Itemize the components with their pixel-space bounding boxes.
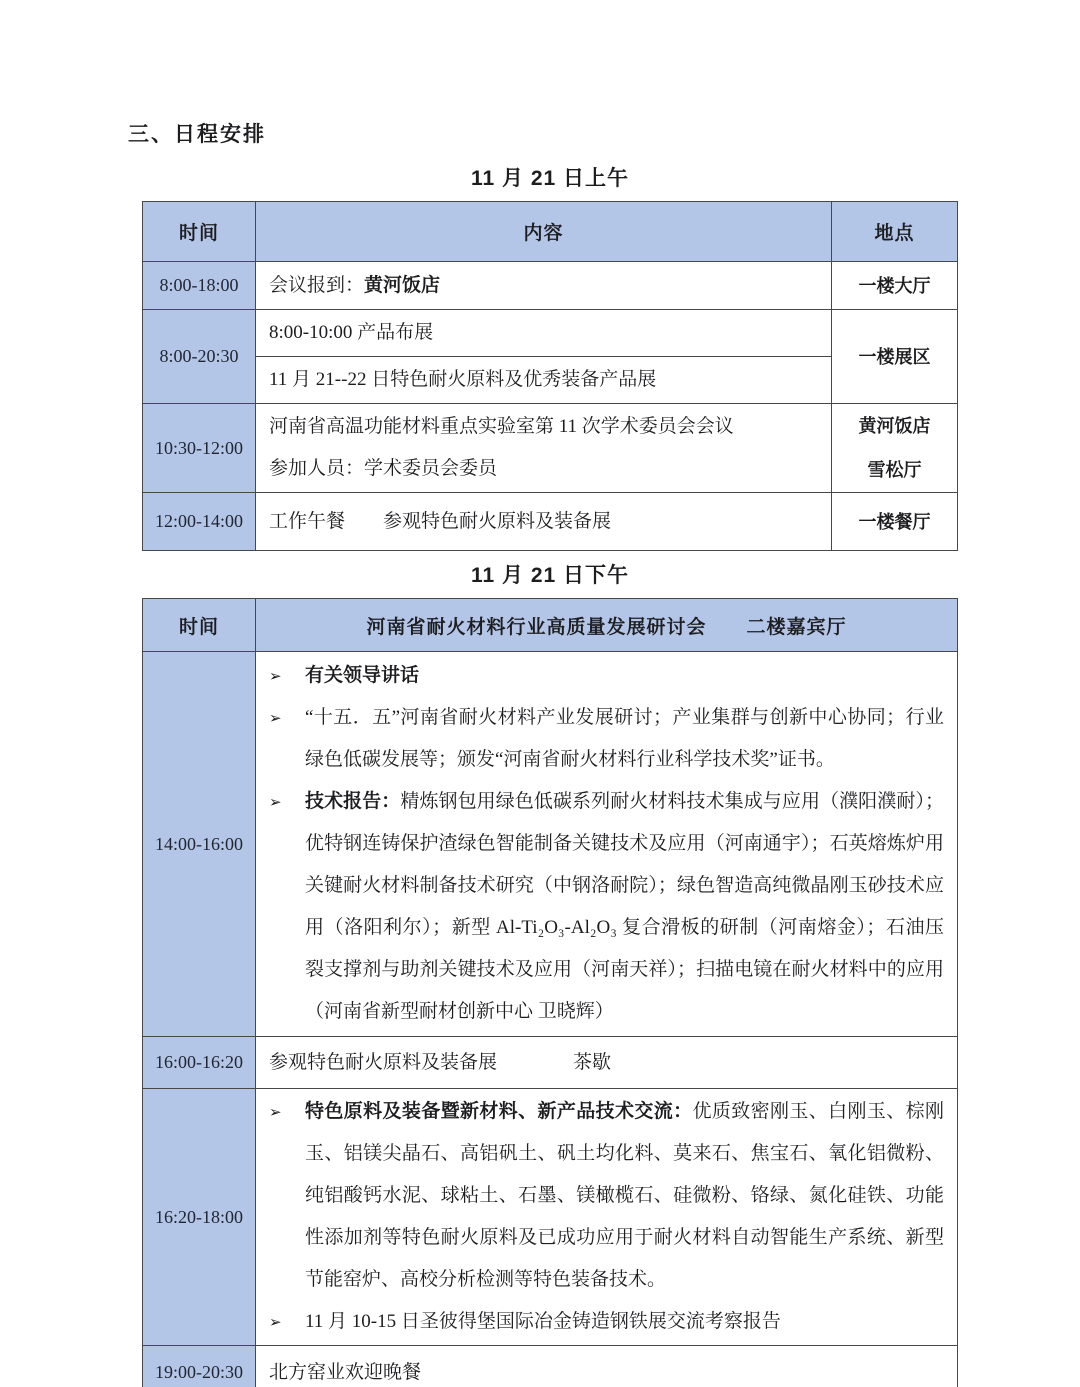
content-cell: 北方窑业欢迎晚餐 [256, 1346, 958, 1387]
bullet-text: 有关领导讲话 [305, 665, 420, 686]
content-cell: 参观特色耐火原料及装备展 茶歇 [256, 1037, 958, 1089]
arrow-bullet-icon: ➢ [269, 793, 282, 811]
afternoon-section [142, 559, 958, 1387]
col-header-time: 时间 [143, 599, 256, 652]
bullet-text: 11 月 10-15 日圣彼得堡国际冶金铸造钢铁展交流考察报告 [305, 1311, 781, 1332]
content-cell [256, 262, 832, 310]
content-cell: 11 月 21--22 日特色耐火原料及优秀装备产品展 [256, 357, 832, 404]
time-cell: 16:00-16:20 [143, 1037, 256, 1089]
page-content [128, 118, 960, 1387]
table-row [143, 1346, 958, 1387]
location-line: 黄河饭店 [858, 416, 931, 436]
table-row [143, 262, 958, 310]
morning-table-title: 11 月 21 日上午 [470, 167, 630, 190]
table-row [143, 310, 958, 357]
content-cell: 工作午餐 参观特色耐火原料及装备展 [256, 493, 832, 551]
morning-header-row [143, 202, 958, 262]
morning-schedule-table [142, 201, 958, 551]
content-line: 参加人员：学术委员会委员 [269, 458, 498, 479]
table-row [143, 1037, 958, 1089]
bullet-item [269, 697, 944, 781]
time-cell: 8:00-20:30 [143, 310, 256, 404]
content-cell [256, 652, 958, 1037]
morning-section [142, 162, 958, 551]
table-row [143, 404, 958, 493]
section-heading: 三、日程安排 [128, 123, 266, 146]
location-cell: 一楼大厅 [832, 262, 958, 310]
col-header-location: 地点 [832, 202, 958, 262]
arrow-bullet-icon: ➢ [269, 709, 282, 727]
bullet-item [269, 1301, 944, 1343]
arrow-bullet-icon: ➢ [269, 1103, 282, 1121]
bullet-item [269, 655, 944, 697]
afternoon-schedule-table [142, 598, 958, 1387]
location-line: 雪松厅 [867, 460, 922, 480]
location-cell [832, 404, 958, 493]
table-row [143, 1089, 958, 1346]
content-text-bold: 黄河饭店 [364, 274, 441, 296]
afternoon-header-row [143, 599, 958, 652]
arrow-bullet-icon: ➢ [269, 1313, 282, 1331]
content-cell [256, 404, 832, 493]
location-cell: 一楼展区 [832, 310, 958, 404]
table-row [143, 652, 958, 1037]
bullet-text: 技术报告：精炼钢包用绿色低碳系列耐火材料技术集成与应用（濮阳濮耐）；优特钢连铸保护渣绿色智能制备关键技术及应用（河南通宇）；石英熔炼炉用关键耐火材料制备技术研究（中钢洛耐院）；绿色智造高纯微晶刚玉砂技术应用（洛阳利尔）；新型 Al-Ti₂O₃-Al₂O₃ 复合滑板的研制（河南熔金）；石油压裂支撑剂与助剂关键技术及应用（河南天祥）；扫描电镜在耐火材料中的应用（河南省新型耐材创新中心 卫晓辉） [305, 791, 944, 1022]
time-cell: 16:20-18:00 [143, 1089, 256, 1346]
time-cell: 12:00-14:00 [143, 493, 256, 551]
bullet-item [269, 1091, 944, 1301]
col-header-content: 内容 [256, 202, 832, 262]
arrow-bullet-icon: ➢ [269, 667, 282, 685]
col-header-time: 时间 [143, 202, 256, 262]
bullet-text: “十五．五”河南省耐火材料产业发展研讨；产业集群与创新中心协同；行业绿色低碳发展等；颁发“河南省耐火材料行业科学技术奖”证书。 [305, 707, 944, 770]
time-cell: 10:30-12:00 [143, 404, 256, 493]
content-cell [256, 1089, 958, 1346]
content-cell: 8:00-10:00 产品布展 [256, 310, 832, 357]
time-cell: 14:00-16:00 [143, 652, 256, 1037]
time-cell: 19:00-20:30 [143, 1346, 256, 1387]
content-line: 河南省高温功能材料重点实验室第 11 次学术委员会会议 [269, 416, 734, 437]
table-row [143, 493, 958, 551]
content-text: 会议报到： [269, 274, 365, 296]
afternoon-table-title: 11 月 21 日下午 [470, 564, 630, 587]
bullet-item [269, 781, 944, 1033]
bullet-text: 特色原料及装备暨新材料、新产品技术交流：优质致密刚玉、白刚玉、棕刚玉、铝镁尖晶石、高铝矾土、矾土均化料、莫来石、焦宝石、氧化铝微粉、纯铝酸钙水泥、球粘土、石墨、镁橄榄石、硅微粉、铬绿、氮化硅铁、功能性添加剂等特色耐火原料及已成功应用于耐火材料自动智能生产系统、新型节能窑炉、高校分析检测等特色装备技术。 [305, 1101, 944, 1290]
col-header-session: 河南省耐火材料行业高质量发展研讨会 二楼嘉宾厅 [256, 599, 958, 652]
time-cell: 8:00-18:00 [143, 262, 256, 310]
location-cell: 一楼餐厅 [832, 493, 958, 551]
